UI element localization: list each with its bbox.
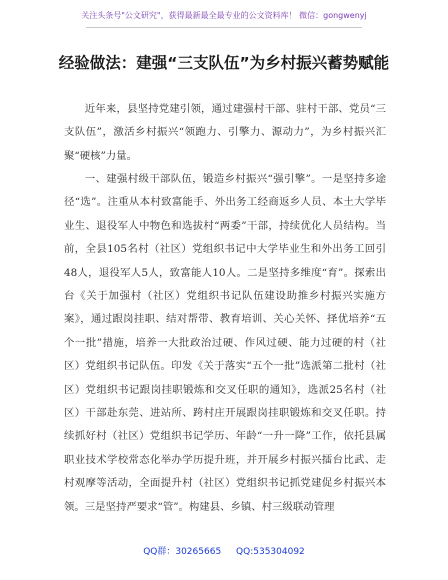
- promo-banner: 关注头条号"公文研究"，获得最新最全最专业的公文资料库！ 微信：gongwenyj: [81, 11, 367, 20]
- document-title: 经验做法：建强“三支队伍”为乡村振兴蓄势赋能: [58, 54, 390, 72]
- footer-qq-group: QQ群：30265665: [143, 547, 222, 557]
- footer-qq: QQ:535304092: [236, 547, 305, 557]
- footer-contact: [0, 544, 448, 557]
- paragraph-intro: 近年来，县坚持党建引领，通过建强村干部、驻村干部、党员“三支队伍”，激活乡村振兴“领跑力、引擎力、源动力”，为乡村振兴汇聚“硬核”力量。: [64, 103, 386, 162]
- banner-divider: [86, 27, 362, 28]
- paragraph-section-one: 一、建强村级干部队伍，锻造乡村振兴“强引擎”。一是坚持多途径“选”。注重从本村致富能手、外出务工经商返乡人员、本土大学毕业生、退役军人中物色和选拔村“两委”干部，持续优化人员结构。当前，全县105名村（社区）党组织书记中大学毕业生和外出务工回引48人，退役军人5人，致富能人10人。二是坚持多维度“育”。探索出台《关于加强村（社区）党组织书记队伍建设助推乡村振兴实施方案》，通过跟岗挂职、结对帮带、教育培训、关心关怀、择优培养“五个一批”措施，培养一大批政治过硬、作风过硬、能力过硬的村（社区）党组织书记队伍。印发《关于落实“五个一批”选派第二批村（社区）党组织书记跟岗挂职锻炼和交叉任职的通知》，选派25名村（社区）干部赴东莞、进站所、跨村庄开展跟岗挂职锻炼和交叉任职。持续抓好村（社区）党组织书记学历、年龄“一升一降”工作，依托县属职业技术学校常态化举办学历提升班，并开展乡村振兴擂台比武、走村观摩等活动，全面提升村（社区）党组织书记抓党建促乡村振兴本领。三是坚持严要求“管”。构建县、乡镇、村三级联动管理: [64, 173, 386, 513]
